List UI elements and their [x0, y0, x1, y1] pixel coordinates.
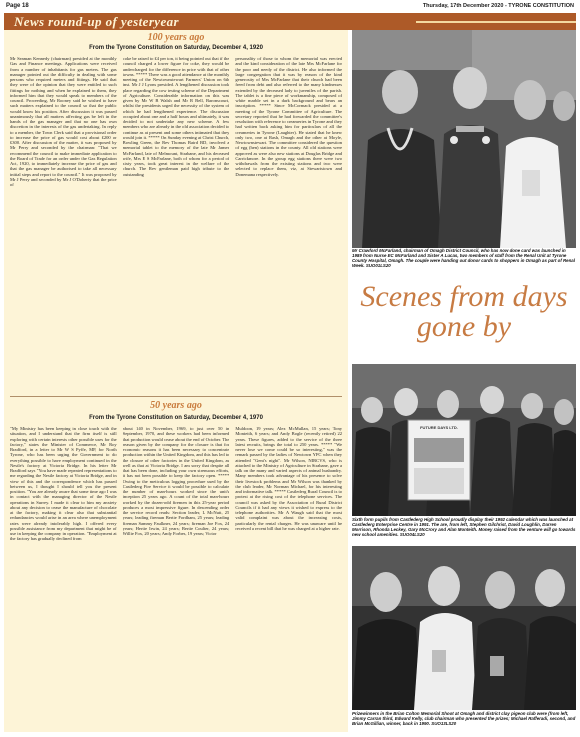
article-1970 [10, 426, 342, 728]
article-1920-col-2 [123, 56, 230, 394]
article-text: Mr Seaman Kennedy (chairman) presided at the monthly Gas and Finance meetings. Applications were received from a number of inhabitants for gas meters. The gas manager pointed out the difficulty in dealing with some persons who required meters and fittings. He said that they were of the opinion that they were entitled to such fittings for nothing and when he explained to them, they informed him that they would speak to members of the council. Proceeding, Mr Rooney said he wished to have such matters explained to the council so that the public would know his position. After discussion it was passed unanimously that all matters affecting gas be left in the hands of the gas manager and that no one has own discretion in the interests of the gas undertaking. In reply to a member, the Town Clerk said that a provisional order to increase the price of gas would cost about £200 or £300. After discussion of the matter, it was proposed by Mr Perry and seconded by the chairman: "That we recommend the council to make immediate application to the Board of Trade for an order under the Gas Regulation Act, 1920, to immediately increase the price of gas and that the gas manager be authorised to take all necessary initial steps and report to the council." It was proposed by Mr J Perry and seconded by Mr J O'Doherty that the price of [10, 56, 117, 187]
subheading-1920: From the Tyrone Constitution on Saturday, December 4, 1920 [89, 45, 263, 51]
heading-50-years: 50 years ago [150, 400, 202, 411]
photo-clay-shoot [352, 546, 576, 710]
photo-caption-3: Prizewinners in the Brian Colton Memorial Shoot at Omagh and district clay pigeon club were (from left, Jimmy Carran third, Edward Kelly, club chairman who presented the prizes; Michael Rafferadi, second, and Brian McGillian, winner, back in 1990. SUO13LS20 [352, 711, 576, 726]
section-banner [4, 13, 576, 30]
news-column [4, 30, 348, 732]
photo-caption-2: Sixth form pupils from Castlederg High School proudly display their 1992 calendar which was launched at Castlederg Enterprise Centre in 1991. The are, from left, Stephen Gilchrist, David Loughlin, Darren Morrison, Rhonda Leckey, Gary McCrory and Alan Monteith. Money raised from the venture will go towards new school amenities. SUO04LS20 [352, 517, 576, 537]
article-text: about 140 in November, 1969, to just over 50 in September, 1970, and these workers had been informed that production would cease about the end of October. The reason given by the company for the closure is that for economic reasons it has been necessary to concentrate production within the United Kingdom, and this has led to the closure of other factories in the United Kingdom, as well as that at Victoria Bridge. I am sorry that despite all that has been done, including your own strenuous efforts, it has not been possible to keep the factory open. ***** Owing to the meticulous logging procedure used by the Castlederg Fire Service it would be possible to calculate the number of man-hours worked since the unit's inception 25 years ago. A count of the total man-hours worked by the dozen-odd firemen in this 25-year period produces a most impressive figure. In descending order the service record reads: Section leader, L McNutt, 25 years; leading fireman Bertie Fordham, 25 years; leading fireman Sammy Faulkner, 24 years; fireman Joe Fox, 24 years; Hertie Irwin, 24 years; Bertie Coulter, 24 years; Willie Fox, 20 years; Andy Forbes, 19 years; Victor [122, 426, 230, 536]
calendar-label: FUTURE DAYS LTD. [420, 425, 458, 430]
article-text: Muldoon, 19 years; Alex McMullan, 15 years; Tony Monteith, 6 years; and Andy Bogle (recently retired) 22 years. These figures, added to the service of the three latest recruits, brings the total to 250 years. ***** "We never lose we come could be so interesting," was the remark passed by the ladies of Newtown YFC when they attended "Gent's night". Mr Wilson, NIRCVS, who is attached to the Ministry of Agriculture in Strabane, gave a talk on the many and varied aspects of animal husbandry. Many members took advantage of his presence to solve their livestock problems and Mr Wilson was thanked by the club leader, Mr Norman Michael, for his interesting and informative talk. ***** Castlederg Rural Council is to protest at the rising cost of the telephone services. The council was asked by the Association of Rural District Councils if it had any views it wished to express to the telephone authorities. Mr A Waugh said that the most valid complaint was about the increasing costs, particularly the rental charges. He was unaware until he received a recent bill that he was charged at a higher rate. [235, 426, 343, 531]
article-text: personality of those to whom the memorial was erected and the kind consideration of the late Mrs McFarlane for the poor and needy of the district. He also informed the large congregation that it was by reason of the kind generosity of Mrs McFarlane that their church had been freed from debt and also referred to the many kindnesses extended by the deceased lady to juveniles of the parish. The tablet is a fine piece of workmanship, composed of white marble set in a dark background and bears an inscription. ***** Since McCormack presided at a meeting of the Tyrone Committee of Agriculture. The secretary reported that he had forwarded the committee's resolution with reference to creameries in Tyrone and they had written back asking him for particulars of all the creameries in Tyrone (Laughter). He stated that he knew only two, one at Rash, Omagh and the other at Moyle, Newtownstewart. The committee considered the question of egg (hen) stations in the county. All old stations were approved as were also new stations at Douglas Bridge and Carrickmore. In the group egg stations there were two withdrawals from the existing stations and two were selected to replace them, viz, at Stewartstown and Donemana respectively. [235, 56, 343, 177]
article-text: "My Ministry has been keeping in close touch with the situation, and I understand that the firm itself is still exploring with certain interests other possible uses for the factory," states the Minister of Commerce, Mr Roy Bradford, in a letter to Mr W S Pyffe, MP, for North Tyrone, who has been urging the Government to do everything possible to have employment continued in the Nestle's factory at Victoria Bridge. In his letter Mr Bradford says "You have made repeated representations to me regarding the Nestle factory at Victoria Bridge, and in view of this and the correspondence which has passed between us, I thought I should tell you the present position. "You are already aware that some time ago I was in contact with the managing director of the Nestle operations in Surrey. I made it clear to him my anxiety about any decision to cease the manufacture of chocolate at the factory, making it clear also that substantial redundancies would arise in an area where unemployment rates were already intolerably high. I offered every possible assistance from my department that might be of use in keeping the company in operation. "Employment at the factory has gradually declined from [10, 426, 117, 542]
heading-100-years: 100 years ago [147, 32, 205, 43]
article-1970-col-3 [235, 426, 342, 728]
section-divider [10, 396, 342, 397]
banner-title: News round-up of yesteryear [14, 14, 179, 29]
article-1920-col-3 [235, 56, 342, 394]
page-number: Page 18 [6, 3, 29, 9]
subheading-1970: From the Tyrone Constitution on Saturday, December 4, 1970 [89, 415, 263, 421]
article-1970-col-2 [123, 426, 230, 728]
article-text: coke be raised to £4 per ton, it being pointed out that if the council charged a lower figure for coke, they would be undercharged for the difference in price with that of other towns. ***** There was a good attendance at the monthly meeting of the Newtownstewart Farmers' Union on 6th inst. Mr J J Lyons presided. A lengthened discussion took place regarding the cow testing scheme of the Department of Agriculture. Considerable information on this was given by Mr W B Walsh and Mr R Bell, Baronscourt, whilst the presidents urged the necessity of the system of which he had lengthened experience. The discussion occupied about one and a half hours and ultimately, it was decided to not undertake any new scheme. A few members who are already in the old association decided to continue as at present and some others intimated that they would join it. ***** On Sunday evening at Christ Church, Bowling Green, the Rev Thomas Baird BD, involved a memorial tablet to the memory of the late Mr James McFarland, late of Melmount, Strabane, and his deceased wife, Mrs E S McFarlane, both of whom for a period of sixty years, took great interest in the welfare of the church. The Rev gentleman paid high tribute to the outstanding [122, 56, 230, 177]
photo-donor-cards [352, 30, 576, 248]
date-line: Thursday, 17th December 2020 - TYRONE CONSTITUTION [422, 3, 574, 9]
page-header [4, 3, 576, 13]
photo-column [352, 30, 576, 732]
scenes-headline: Scenes from days gone by [360, 280, 568, 343]
photo-school-calendar [352, 364, 576, 516]
photo-caption-1: Mr Crawford McFarland, chairman of Omagh District Council, who has now done card was launched in 1989 from Nurse EC McFarland and Sister A Lucas, two members of staff from the Renal Unit at Tyrone County Hospital, Omagh. The couple were handing out donor cards to shoppers in Omagh as part of Renal Week. SUO01LS20 [352, 248, 575, 268]
article-1920 [10, 56, 342, 394]
article-1970-col-1 [10, 426, 117, 728]
article-1920-col-1 [10, 56, 117, 394]
banner-rule [416, 21, 576, 23]
